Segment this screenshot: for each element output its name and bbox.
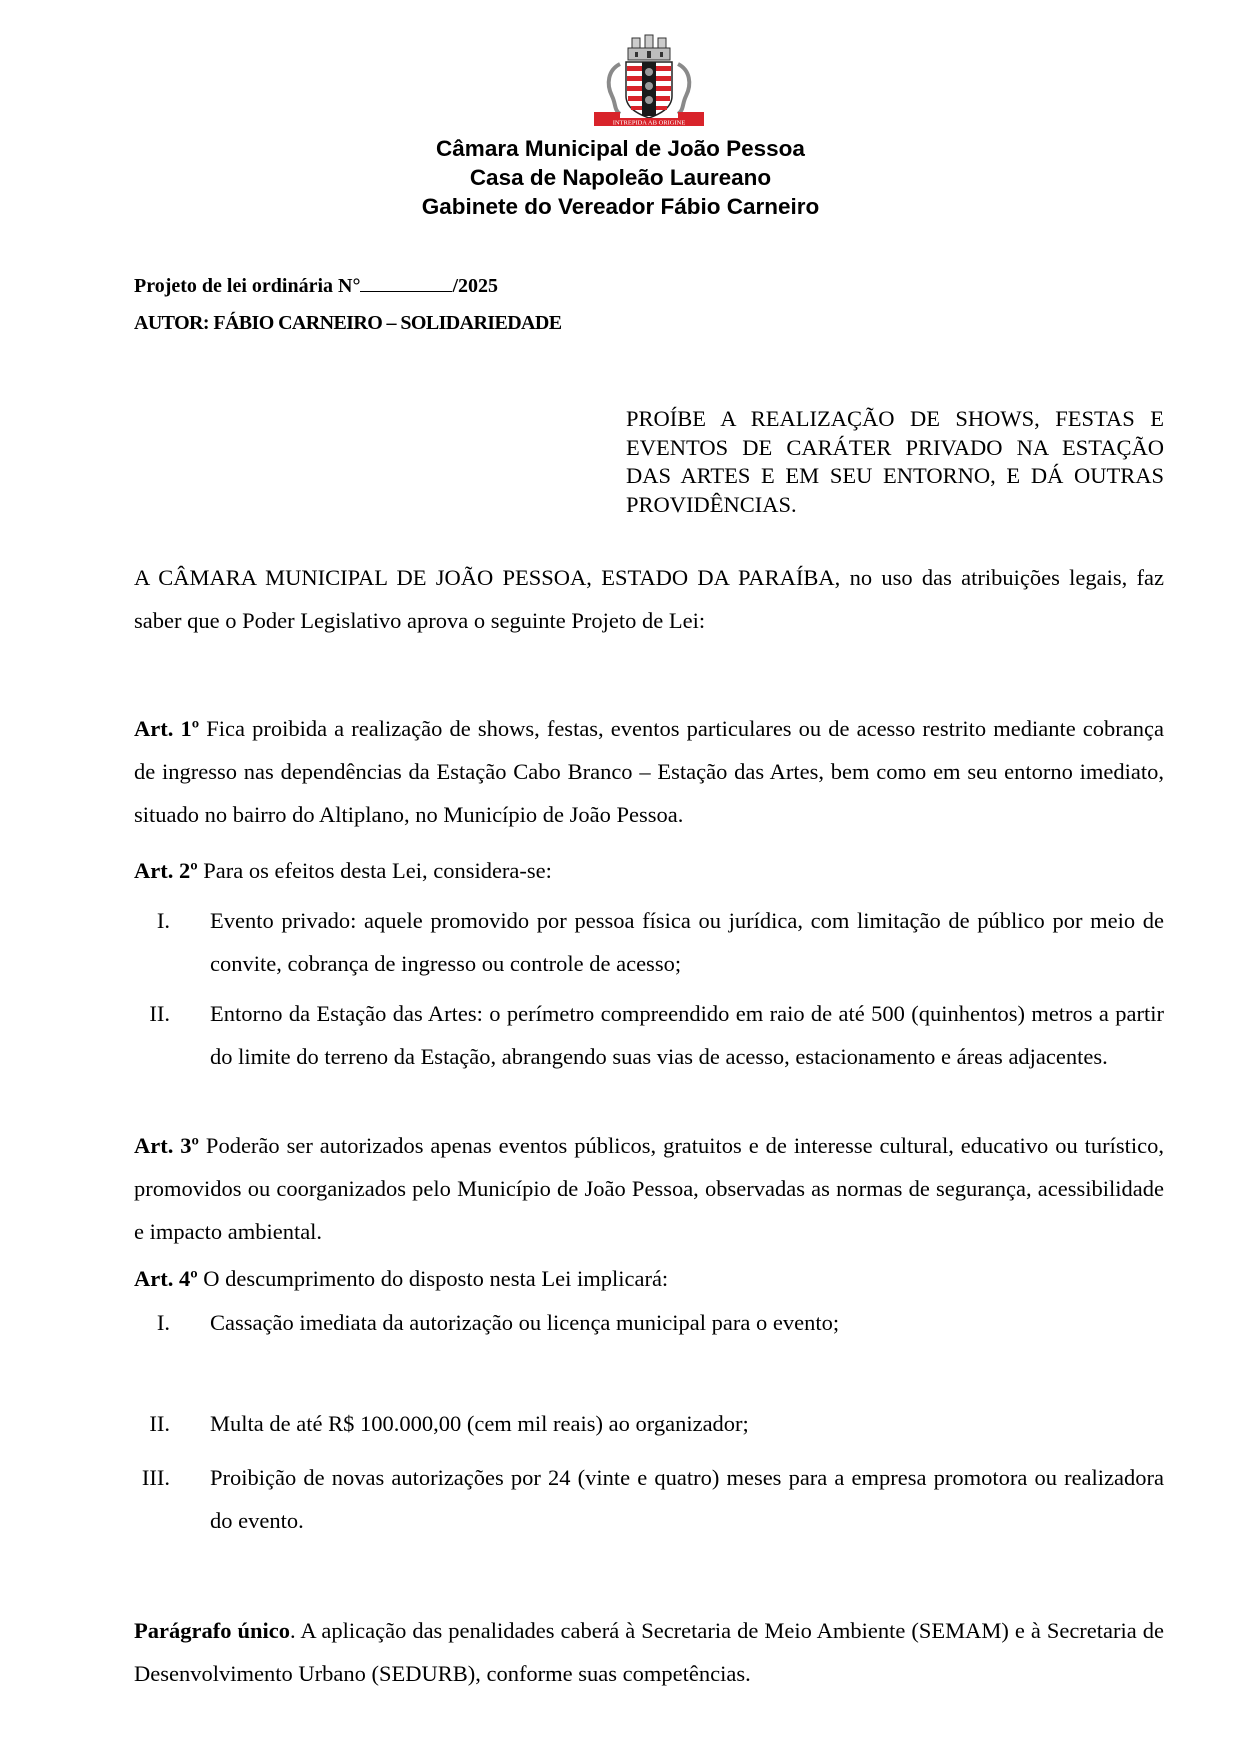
- article-4-item: [134, 1402, 1164, 1445]
- article-2-text: Para os efeitos desta Lei, considera-se:: [197, 858, 552, 883]
- article-3-text: Poderão ser autorizados apenas eventos públicos, gratuitos e de interesse cultural, educativo ou turístico, promovidos ou coorganizados pelo Município de João Pessoa, observadas as normas de segurança, acessibilidade e impacto ambiental.: [134, 1133, 1165, 1244]
- item-text: Cassação imediata da autorização ou licença municipal para o evento;: [210, 1310, 840, 1335]
- item-text: Multa de até R$ 100.000,00 (cem mil reais) ao organizador;: [210, 1411, 749, 1436]
- shield-icon: [626, 62, 672, 118]
- svg-text:INTREPIDA AB ORIGINE: INTREPIDA AB ORIGINE: [612, 119, 686, 127]
- article-4-text: O descumprimento do disposto nesta Lei implicará:: [197, 1266, 669, 1291]
- article-4-item: [134, 1456, 1164, 1542]
- article-3-label: Art. 3º: [134, 1133, 199, 1158]
- article-1-label: Art. 1º: [134, 716, 200, 741]
- project-label: Projeto de lei ordinária N°: [134, 275, 361, 297]
- project-author: AUTOR: FÁBIO CARNEIRO – SOLIDARIEDADE: [134, 312, 562, 334]
- article-1-text: Fica proibida a realização de shows, festas, eventos particulares ou de acesso restrito mediante cobrança de ingresso nas dependências da Estação Cabo Branco – Estação das Artes, bem como em seu entorno imediato, situado no bairro do Altiplano, no Município de João Pessoa.: [134, 716, 1164, 827]
- item-text: Evento privado: aquele promovido por pessoa física ou jurídica, com limitação de público por meio de convite, cobrança de ingresso ou controle de acesso;: [210, 908, 1164, 976]
- house-name: Casa de Napoleão Laureano: [469, 165, 772, 190]
- article-2-item: [134, 899, 1164, 985]
- project-year: /2025: [452, 275, 499, 297]
- article-4-item: [134, 1301, 1164, 1344]
- item-numeral: III.: [141, 1465, 170, 1490]
- item-text: Entorno da Estação das Artes: o perímetro compreendido em raio de até 500 (quinhentos) metros a partir do limite do terreno da Estação, abrangendo suas vias de acesso, estacionamento e áreas adjacentes.: [210, 1001, 1164, 1069]
- project-number: [134, 275, 498, 298]
- article-1: [134, 707, 1164, 836]
- crown-icon: [628, 35, 670, 60]
- chamber-name: Câmara Municipal de João Pessoa: [436, 136, 805, 161]
- coat-of-arms-logo: [590, 34, 708, 128]
- article-4-label: Art. 4º: [134, 1266, 198, 1291]
- item-text: Proibição de novas autorizações por 24 (vinte e quatro) meses para a empresa promotora ou realizadora do evento.: [210, 1465, 1164, 1533]
- preamble: A CÂMARA MUNICIPAL DE JOÃO PESSOA, ESTADO DA PARAÍBA, no uso das atribuições legais, faz saber que o Poder Legislativo aprova o seguinte Projeto de Lei:: [134, 565, 1164, 633]
- article-2: [134, 849, 1164, 892]
- item-numeral: II.: [149, 1001, 170, 1026]
- sole-paragraph-label: Parágrafo único: [134, 1618, 290, 1643]
- item-numeral: I.: [156, 908, 170, 933]
- article-2-item: [134, 992, 1164, 1121]
- sole-paragraph: [134, 1609, 1164, 1695]
- item-numeral: I.: [156, 1310, 170, 1335]
- article-2-label: Art. 2º: [134, 858, 198, 883]
- article-3: [134, 1124, 1164, 1253]
- article-4: [134, 1257, 1164, 1300]
- bill-summary: PROÍBE A REALIZAÇÃO DE SHOWS, FESTAS E EVENTOS DE CARÁTER PRIVADO NA ESTAÇÃO DAS ARTES E EM SEU ENTORNO, E DÁ OUTRAS PROVIDÊNCIAS.: [626, 406, 1164, 517]
- sole-paragraph-text: . A aplicação das penalidades caberá à Secretaria de Meio Ambiente (SEMAM) e à Secretaria de Desenvolvimento Urbano (SEDURB), conforme suas competências.: [134, 1618, 1164, 1686]
- project-number-blank: [360, 275, 452, 292]
- item-numeral: II.: [149, 1411, 170, 1436]
- office-name: Gabinete do Vereador Fábio Carneiro: [421, 194, 820, 219]
